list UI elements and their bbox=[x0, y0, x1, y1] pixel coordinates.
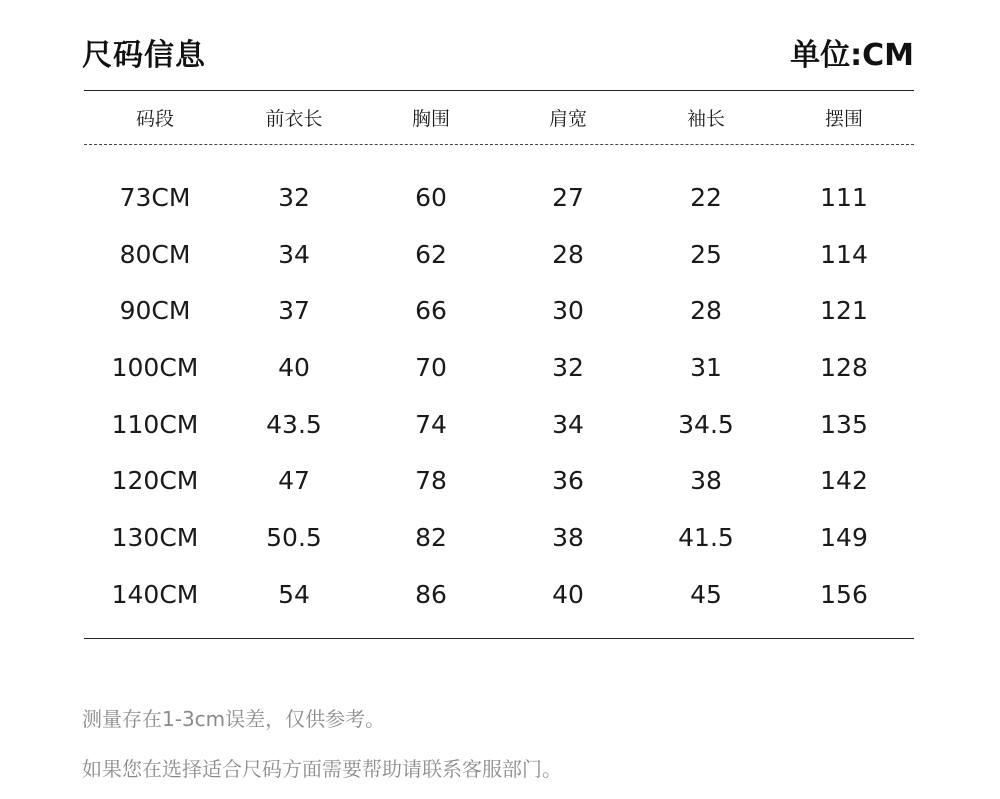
measurement-cell: 70 bbox=[415, 353, 447, 382]
measurement-cell: 114 bbox=[820, 240, 868, 269]
size-cell: 140CM bbox=[111, 580, 199, 609]
measurement-cell: 30 bbox=[552, 296, 584, 325]
measurement-cell: 40 bbox=[552, 580, 584, 609]
measurement-cell: 38 bbox=[552, 523, 584, 552]
column-header: 摆围 bbox=[824, 108, 863, 130]
measurement-cell: 37 bbox=[278, 296, 310, 325]
measurement-cell: 38 bbox=[690, 466, 722, 495]
size-cell: 110CM bbox=[111, 410, 199, 439]
measurement-cell: 45 bbox=[690, 580, 722, 609]
measurement-cell: 36 bbox=[552, 466, 584, 495]
measurement-cell: 32 bbox=[552, 353, 584, 382]
measurement-cell: 28 bbox=[552, 240, 584, 269]
measurement-cell: 34.5 bbox=[678, 410, 734, 439]
measurement-cell: 156 bbox=[820, 580, 868, 609]
measurement-cell: 66 bbox=[415, 296, 447, 325]
column-header: 肩宽 bbox=[548, 108, 587, 130]
measurement-cell: 32 bbox=[278, 183, 310, 212]
measurement-cell: 22 bbox=[690, 183, 722, 212]
measurement-cell: 142 bbox=[820, 466, 868, 495]
measurement-cell: 82 bbox=[415, 523, 447, 552]
measurement-cell: 121 bbox=[820, 296, 868, 325]
size-cell: 90CM bbox=[119, 296, 191, 325]
size-cell: 100CM bbox=[111, 353, 199, 382]
unit-label: 单位:CM bbox=[790, 38, 914, 73]
bottom-divider bbox=[84, 638, 914, 639]
table-row bbox=[0, 178, 1000, 218]
measurement-cell: 25 bbox=[690, 240, 722, 269]
top-divider bbox=[84, 90, 914, 91]
measurement-cell: 111 bbox=[820, 183, 868, 212]
measurement-cell: 41.5 bbox=[678, 523, 734, 552]
measurement-cell: 27 bbox=[552, 183, 584, 212]
help-note: 如果您在选择适合尺码方面需要帮助请联系客服部门。 bbox=[82, 757, 562, 781]
measurement-cell: 86 bbox=[415, 580, 447, 609]
measurement-cell: 43.5 bbox=[266, 410, 322, 439]
measurement-cell: 74 bbox=[415, 410, 447, 439]
measurement-cell: 135 bbox=[820, 410, 868, 439]
column-header: 码段 bbox=[135, 108, 174, 130]
measurement-cell: 47 bbox=[278, 466, 310, 495]
table-row bbox=[0, 291, 1000, 331]
table-row bbox=[0, 518, 1000, 558]
size-cell: 73CM bbox=[119, 183, 191, 212]
measurement-cell: 54 bbox=[278, 580, 310, 609]
measurement-cell: 149 bbox=[820, 523, 868, 552]
measurement-cell: 60 bbox=[415, 183, 447, 212]
measurement-cell: 34 bbox=[278, 240, 310, 269]
measurement-cell: 78 bbox=[415, 466, 447, 495]
measurement-cell: 50.5 bbox=[266, 523, 322, 552]
table-row bbox=[0, 405, 1000, 445]
table-header-row bbox=[0, 102, 1000, 136]
measurement-cell: 62 bbox=[415, 240, 447, 269]
column-header: 前衣长 bbox=[265, 108, 323, 130]
table-row bbox=[0, 348, 1000, 388]
measurement-cell: 40 bbox=[278, 353, 310, 382]
measurement-cell: 128 bbox=[820, 353, 868, 382]
table-row bbox=[0, 461, 1000, 501]
column-header: 胸围 bbox=[411, 108, 450, 130]
size-cell: 130CM bbox=[111, 523, 199, 552]
table-row bbox=[0, 575, 1000, 615]
measurement-cell: 28 bbox=[690, 296, 722, 325]
page-title: 尺码信息 bbox=[82, 38, 206, 73]
size-cell: 120CM bbox=[111, 466, 199, 495]
size-cell: 80CM bbox=[119, 240, 191, 269]
measurement-cell: 31 bbox=[690, 353, 722, 382]
column-header: 袖长 bbox=[686, 108, 725, 130]
table-row bbox=[0, 235, 1000, 275]
header-dashed-divider bbox=[84, 144, 914, 145]
measurement-note: 测量存在1-3cm误差，仅供参考。 bbox=[82, 707, 386, 731]
measurement-cell: 34 bbox=[552, 410, 584, 439]
